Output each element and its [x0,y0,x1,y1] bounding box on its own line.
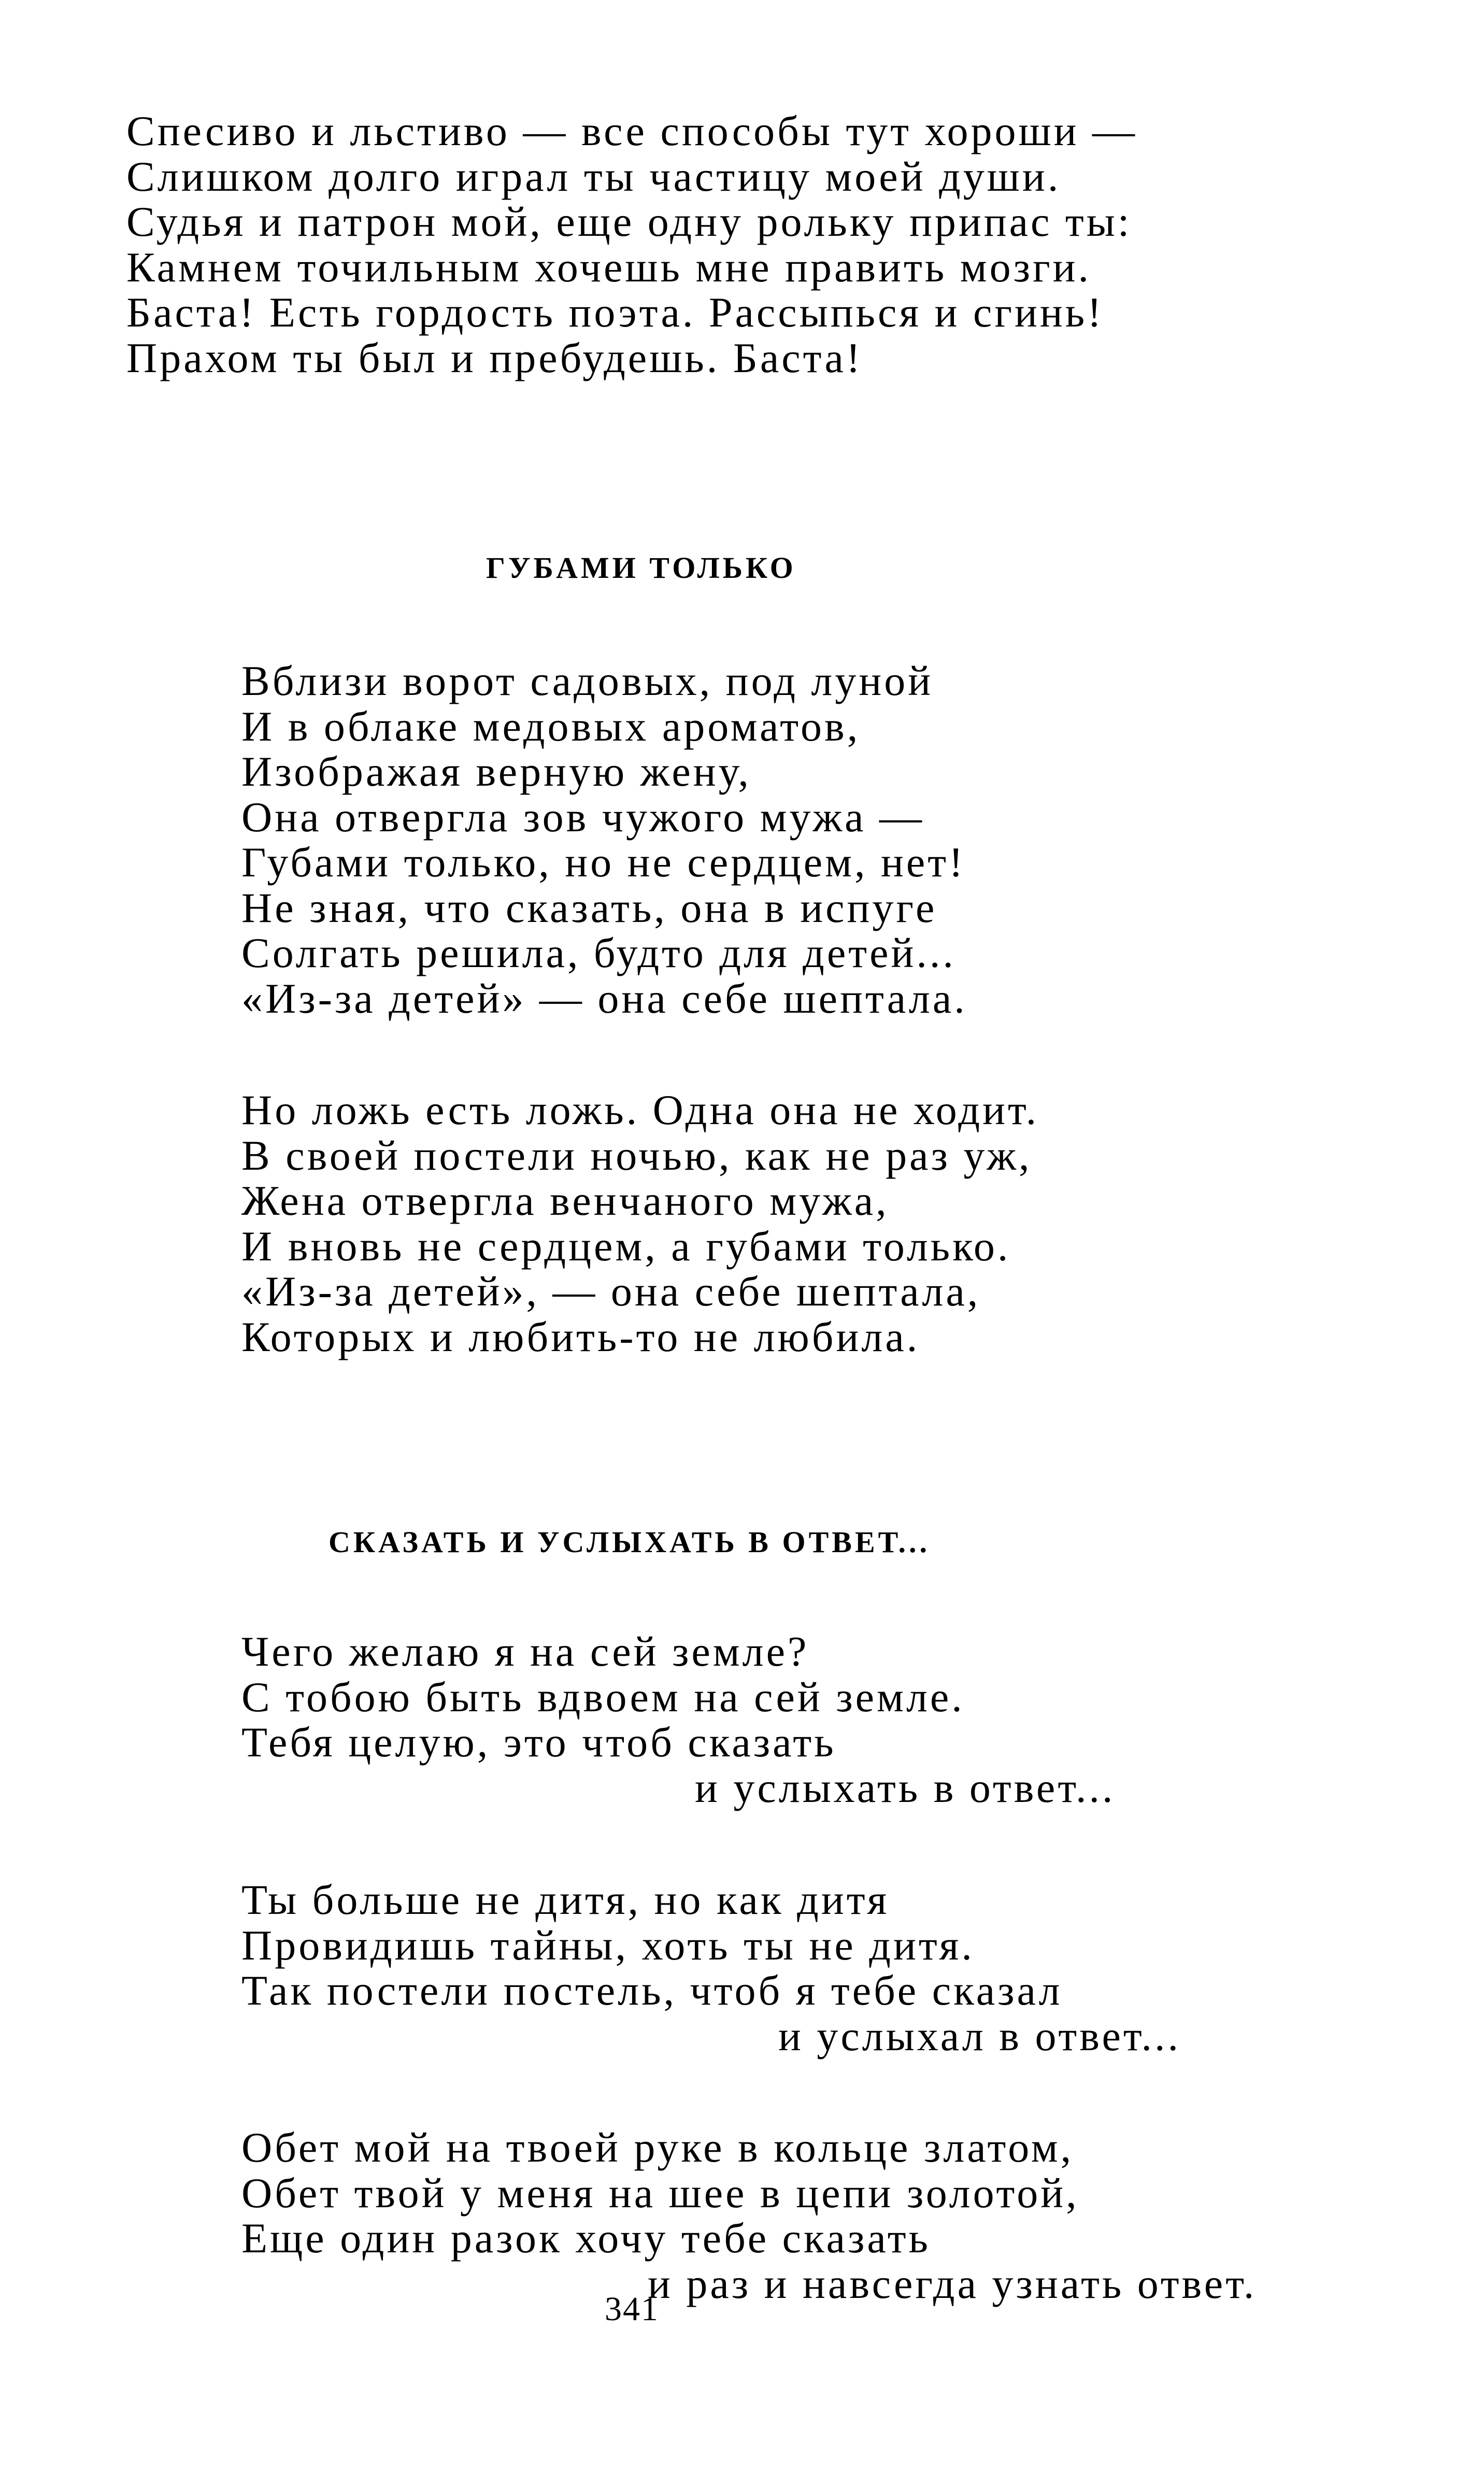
verse-line: Обет твой у меня на шее в цепи золотой, [241,2169,1079,2217]
verse-line: Слишком долго играл ты частицу моей души. [126,152,1061,200]
verse-line: Не зная, что сказать, она в испуге [241,884,937,931]
verse-line: Она отвергла зов чужого мужа — [241,793,925,841]
verse-line: «Из-за детей», — она себе шептала, [241,1268,981,1315]
verse-line: В своей постели ночью, как не раз уж, [241,1131,1032,1179]
verse-line: Вблизи ворот садовых, под луной [241,657,934,704]
verse-line: Провидишь тайны, хоть ты не дитя. [241,1921,975,1969]
poem-ending [126,108,1137,380]
verse-line: Губами только, но не сердцем, нет! [241,839,966,886]
verse-line-indented: и услыхал в ответ... [778,2012,1181,2060]
verse-line: Так постели постель, чтоб я тебе сказал [241,1967,1063,2014]
verse-line: Солгать решила, будто для детей... [241,929,956,976]
page-number: 341 [605,2290,659,2328]
verse-line: Изображая верную жену, [241,748,751,795]
poem-title: СКАЗАТЬ И УСЛЫХАТЬ В ОТВЕТ... [329,1525,931,1559]
verse-line: Баста! Есть гордость поэта. Рассыпься и сгинь! [126,289,1104,336]
verse-line: С тобою быть вдвоем на сей земле. [241,1673,965,1721]
verse-line: Судья и патрон мой, еще одну рольку припас ты: [126,198,1132,245]
verse-line: «Из-за детей» — она себе шептала. [241,974,967,1022]
verse-line: И в облаке медовых ароматов, [241,702,861,750]
verse-line: Еще один разок хочу тебе сказать [241,2214,931,2262]
verse-line-indented: и раз и навсегда узнать ответ. [648,2260,1257,2307]
verse-line: И вновь не сердцем, а губами только. [241,1222,1011,1270]
poem-title: ГУБАМИ ТОЛЬКО [486,551,796,585]
poem-stanza [241,1877,1181,2058]
verse-line: Прахом ты был и пребудешь. Баста! [126,334,863,381]
verse-line: Обет мой на твоей руке в кольце златом, [241,2124,1074,2171]
poem-stanza [241,1087,1039,1359]
verse-line: Но ложь есть ложь. Одна она не ходит. [241,1086,1039,1133]
verse-line: Камнем точильным хочешь мне править мозги. [126,243,1092,291]
poem-stanza [241,1629,1116,1810]
verse-line: Чего желаю я на сей земле? [241,1628,809,1675]
verse-line: Ты больше не дитя, но как дитя [241,1876,890,1923]
poem-stanza [241,2125,1257,2306]
poem-stanza [241,658,967,1021]
verse-line: Тебя целую, это чтоб сказать [241,1719,836,1766]
verse-line: Спесиво и льстиво — все способы тут хороши — [126,107,1137,154]
verse-line-indented: и услыхать в ответ... [695,1764,1116,1811]
verse-line: Которых и любить-то не любила. [241,1313,920,1360]
verse-line: Жена отвергла венчаного мужа, [241,1177,889,1224]
